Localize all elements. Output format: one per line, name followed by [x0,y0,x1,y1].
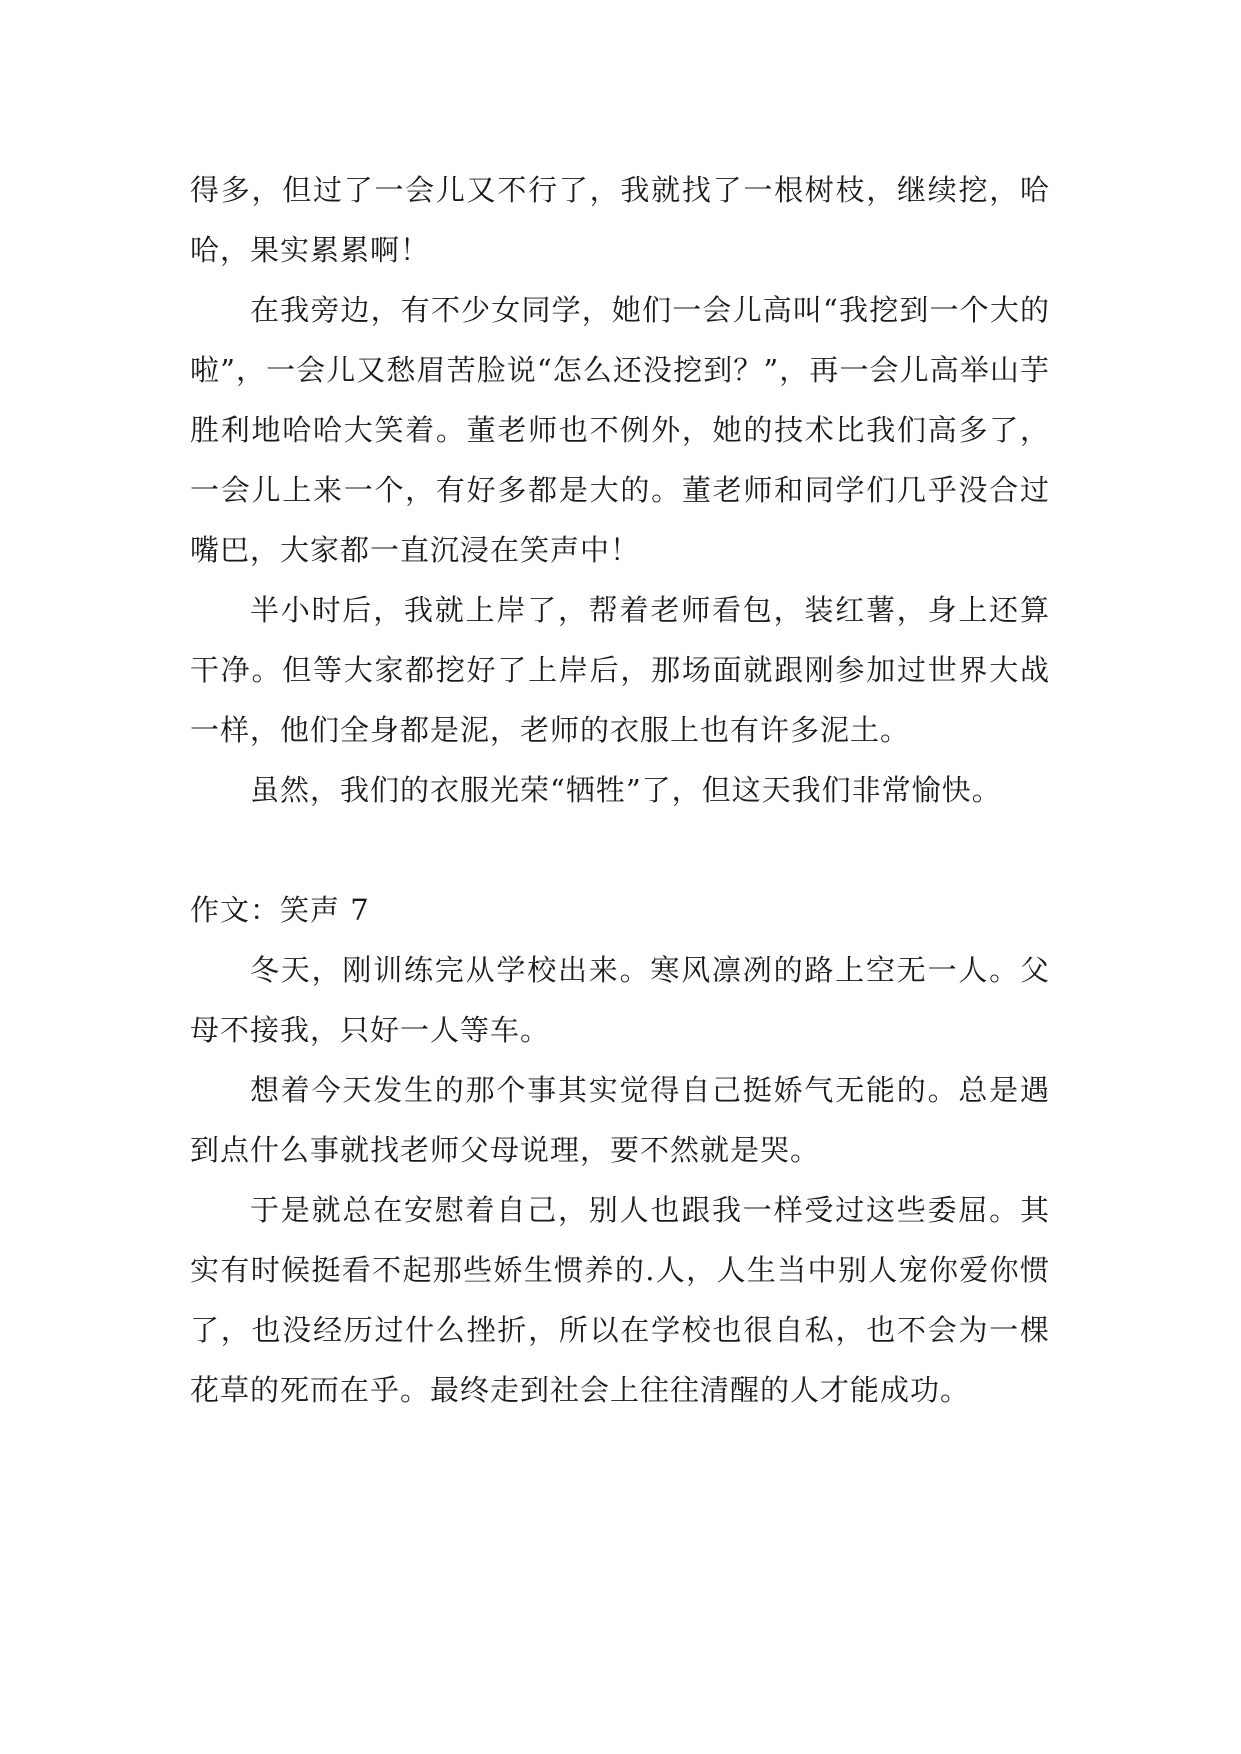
paragraph-continuation: 得多，但过了一会儿又不行了，我就找了一根树枝，继续挖，哈哈，果实累累啊！ [190,173,1050,267]
paragraph-girls-digging: 在我旁边，有不少女同学，她们一会儿高叫“我挖到一个大的啦”，一会儿又愁眉苦脸说“怎么还没挖到？”，再一会儿高举山芋胜利地哈哈大笑着。董老师也不例外，她的技术比我们高多了，一会儿上来一个，有好多都是大的。董老师和同学们几乎没合过嘴巴，大家都一直沉浸在笑声中！ [190,293,1050,567]
document-body [190,160,1050,1420]
essay-title: 作文：笑声 7 [190,893,370,927]
paragraph-conclusion: 虽然，我们的衣服光荣“牺牲”了，但这天我们非常愉快。 [250,773,1002,807]
paragraph-reflection: 想着今天发生的那个事其实觉得自己挺娇气无能的。总是遇到点什么事就找老师父母说理，要不然就是哭。 [190,1073,1050,1167]
paragraph-comfort: 于是就总在安慰着自己，别人也跟我一样受过这些委屈。其实有时候挺看不起那些娇生惯养的.人，人生当中别人宠你爱你惯了，也没经历过什么挫折，所以在学校也很自私，也不会为一棵花草的死而在乎。最终走到社会上往往清醒的人才能成功。 [190,1193,1050,1407]
section-spacer [190,820,1050,880]
paragraph-winter: 冬天，刚训练完从学校出来。寒风凛冽的路上空无一人。父母不接我，只好一人等车。 [190,953,1050,1047]
paragraph-half-hour-later: 半小时后，我就上岸了，帮着老师看包，装红薯，身上还算干净。但等大家都挖好了上岸后，那场面就跟刚参加过世界大战一样，他们全身都是泥，老师的衣服上也有许多泥土。 [190,593,1050,747]
